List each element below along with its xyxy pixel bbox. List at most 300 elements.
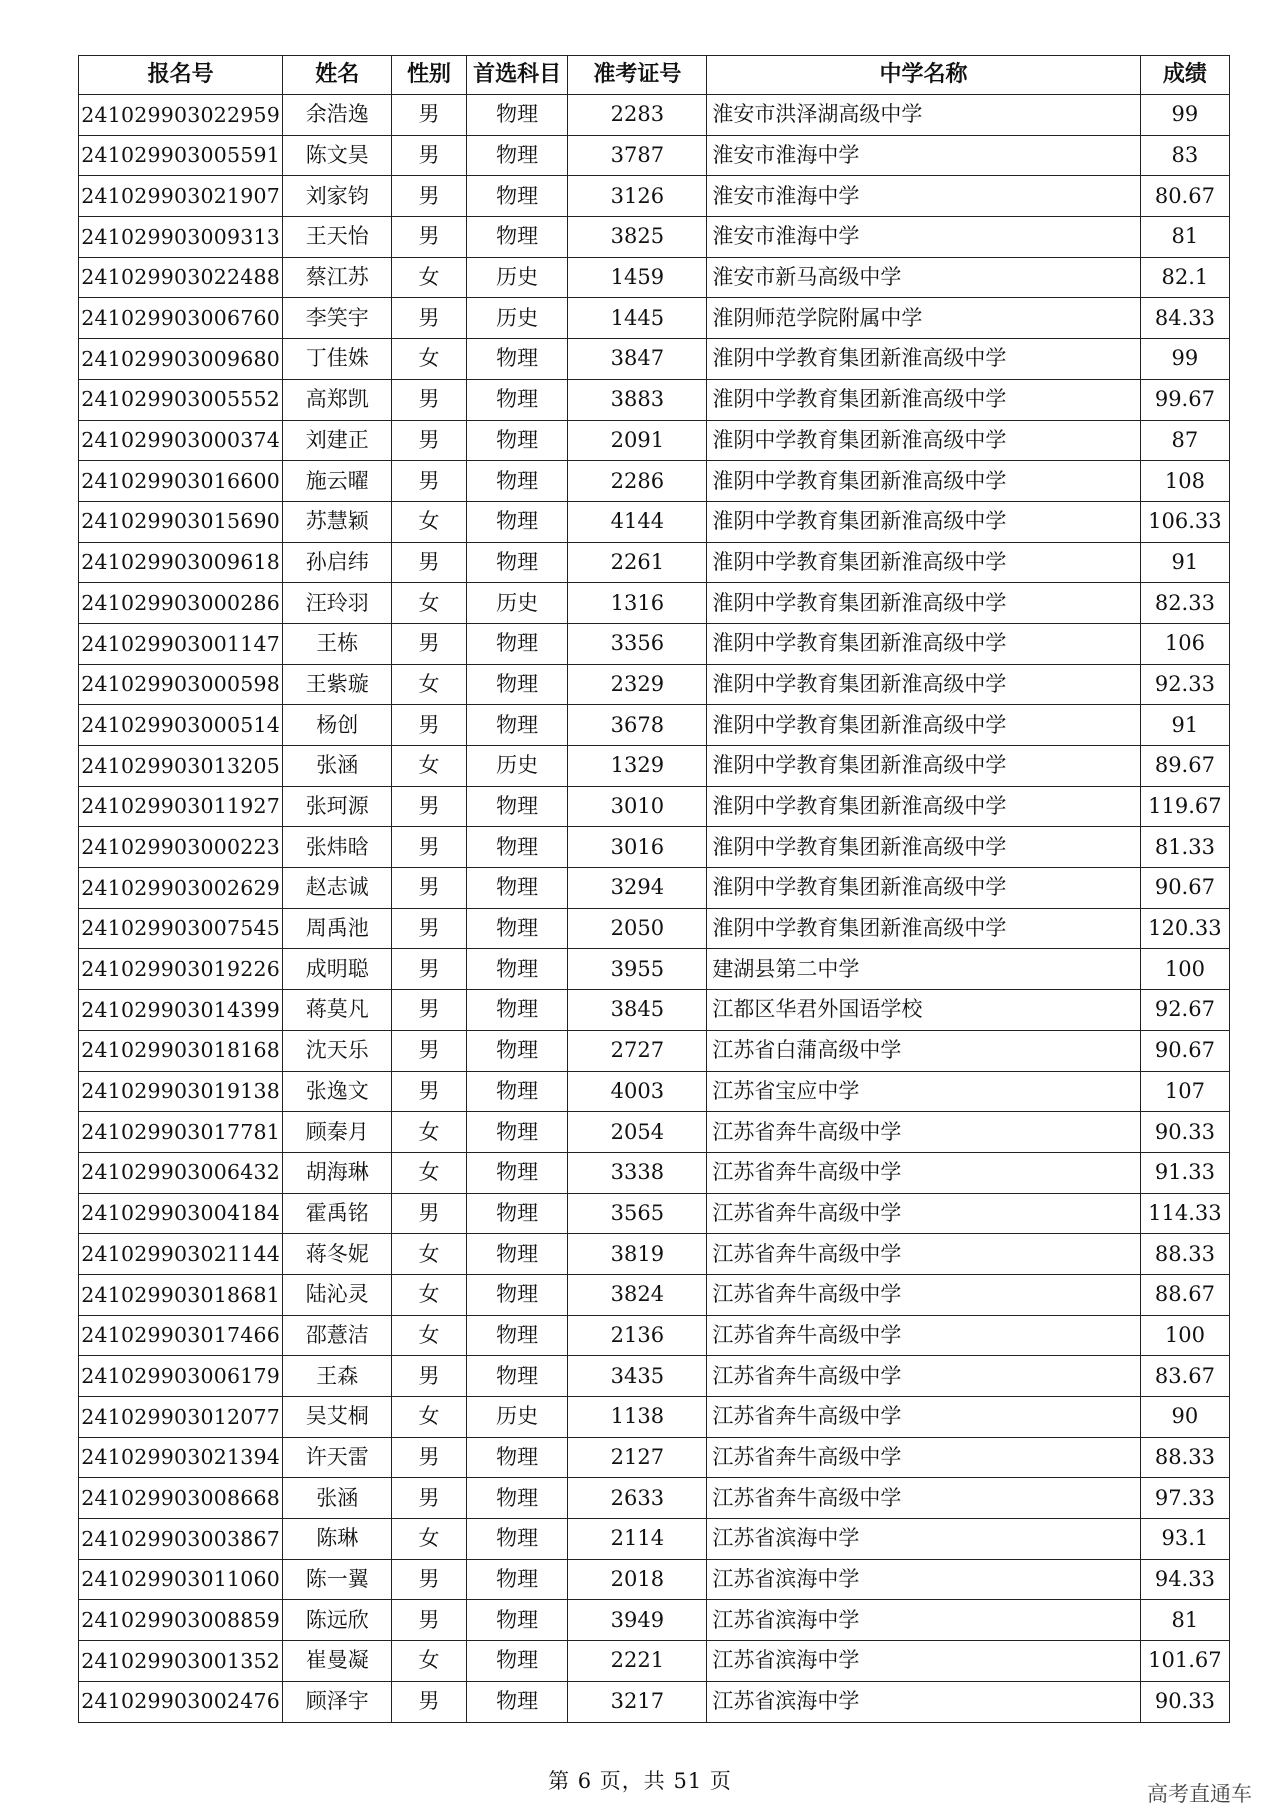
cell-school-name: 淮阴师范学院附属中学: [707, 298, 1140, 339]
cell-gender: 女: [392, 583, 467, 624]
cell-primary-subject: 物理: [466, 1112, 568, 1153]
table-row: [79, 420, 1230, 461]
cell-gender: 男: [392, 908, 467, 949]
cell-registration-no: 241029903001147: [79, 623, 283, 664]
cell-primary-subject: 物理: [466, 542, 568, 583]
cell-registration-no: 241029903000374: [79, 420, 283, 461]
cell-score: 80.67: [1140, 176, 1229, 217]
cell-name: 王天怡: [283, 217, 392, 258]
cell-registration-no: 241029903022488: [79, 257, 283, 298]
cell-name: 王栋: [283, 623, 392, 664]
cell-registration-no: 241029903000514: [79, 705, 283, 746]
cell-school-name: 江苏省滨海中学: [707, 1559, 1140, 1600]
cell-primary-subject: 物理: [466, 217, 568, 258]
cell-score: 106: [1140, 623, 1229, 664]
cell-registration-no: 241029903006760: [79, 298, 283, 339]
cell-exam-ticket-no: 3787: [568, 135, 707, 176]
cell-exam-ticket-no: 3883: [568, 379, 707, 420]
table-row: [79, 1641, 1230, 1682]
cell-exam-ticket-no: 3824: [568, 1274, 707, 1315]
cell-school-name: 江苏省奔牛高级中学: [707, 1152, 1140, 1193]
cell-gender: 男: [392, 298, 467, 339]
cell-registration-no: 241029903008859: [79, 1600, 283, 1641]
cell-school-name: 江苏省奔牛高级中学: [707, 1193, 1140, 1234]
cell-gender: 男: [392, 868, 467, 909]
cell-registration-no: 241029903015690: [79, 501, 283, 542]
cell-primary-subject: 物理: [466, 1234, 568, 1275]
cell-gender: 男: [392, 1478, 467, 1519]
cell-registration-no: 241029903007545: [79, 908, 283, 949]
cell-name: 顾秦月: [283, 1112, 392, 1153]
cell-exam-ticket-no: 3819: [568, 1234, 707, 1275]
cell-registration-no: 241029903018681: [79, 1274, 283, 1315]
cell-primary-subject: 物理: [466, 827, 568, 868]
cell-registration-no: 241029903018168: [79, 1030, 283, 1071]
cell-school-name: 淮阴中学教育集团新淮高级中学: [707, 501, 1140, 542]
cell-score: 89.67: [1140, 746, 1229, 787]
cell-name: 陈一翼: [283, 1559, 392, 1600]
cell-score: 90.33: [1140, 1681, 1229, 1722]
table-row: [79, 95, 1230, 136]
cell-exam-ticket-no: 1138: [568, 1397, 707, 1438]
cell-primary-subject: 物理: [466, 1437, 568, 1478]
cell-registration-no: 241029903009313: [79, 217, 283, 258]
table-row: [79, 461, 1230, 502]
table-row: [79, 339, 1230, 380]
table-row: [79, 1234, 1230, 1275]
cell-gender: 男: [392, 461, 467, 502]
cell-primary-subject: 物理: [466, 1315, 568, 1356]
table-row: [79, 1356, 1230, 1397]
table-row: [79, 1274, 1230, 1315]
cell-gender: 女: [392, 1397, 467, 1438]
table-row: [79, 257, 1230, 298]
cell-exam-ticket-no: 3955: [568, 949, 707, 990]
cell-school-name: 江苏省滨海中学: [707, 1519, 1140, 1560]
table-row: [79, 949, 1230, 990]
cell-registration-no: 241029903005591: [79, 135, 283, 176]
cell-primary-subject: 物理: [466, 420, 568, 461]
cell-school-name: 江苏省滨海中学: [707, 1681, 1140, 1722]
cell-score: 91.33: [1140, 1152, 1229, 1193]
header-registration-no: 报名号: [79, 56, 283, 95]
cell-gender: 男: [392, 1600, 467, 1641]
cell-registration-no: 241029903011060: [79, 1559, 283, 1600]
cell-score: 94.33: [1140, 1559, 1229, 1600]
cell-registration-no: 241029903013205: [79, 746, 283, 787]
cell-gender: 男: [392, 949, 467, 990]
table-row: [79, 542, 1230, 583]
cell-school-name: 淮安市淮海中学: [707, 135, 1140, 176]
table-row: [79, 1519, 1230, 1560]
cell-score: 100: [1140, 949, 1229, 990]
cell-exam-ticket-no: 3847: [568, 339, 707, 380]
cell-exam-ticket-no: 2050: [568, 908, 707, 949]
cell-exam-ticket-no: 2261: [568, 542, 707, 583]
cell-name: 刘家钧: [283, 176, 392, 217]
cell-exam-ticket-no: 2114: [568, 1519, 707, 1560]
cell-score: 99: [1140, 95, 1229, 136]
watermark-text: 高考直通车: [1147, 1782, 1252, 1806]
cell-gender: 男: [392, 1356, 467, 1397]
table-row: [79, 1112, 1230, 1153]
cell-exam-ticket-no: 3016: [568, 827, 707, 868]
cell-registration-no: 241029903006179: [79, 1356, 283, 1397]
table-row: [79, 1478, 1230, 1519]
cell-registration-no: 241029903002476: [79, 1681, 283, 1722]
cell-primary-subject: 历史: [466, 257, 568, 298]
cell-gender: 男: [392, 1071, 467, 1112]
cell-name: 施云曜: [283, 461, 392, 502]
cell-gender: 男: [392, 827, 467, 868]
cell-name: 沈天乐: [283, 1030, 392, 1071]
cell-exam-ticket-no: 2283: [568, 95, 707, 136]
cell-school-name: 淮安市淮海中学: [707, 176, 1140, 217]
cell-exam-ticket-no: 3338: [568, 1152, 707, 1193]
cell-primary-subject: 历史: [466, 298, 568, 339]
cell-registration-no: 241029903022959: [79, 95, 283, 136]
table-row: [79, 1071, 1230, 1112]
cell-exam-ticket-no: 2286: [568, 461, 707, 502]
cell-exam-ticket-no: 3435: [568, 1356, 707, 1397]
cell-primary-subject: 物理: [466, 461, 568, 502]
cell-school-name: 淮阴中学教育集团新淮高级中学: [707, 868, 1140, 909]
cell-gender: 男: [392, 623, 467, 664]
table-row: [79, 664, 1230, 705]
cell-name: 汪玲羽: [283, 583, 392, 624]
cell-school-name: 江苏省滨海中学: [707, 1600, 1140, 1641]
cell-registration-no: 241029903021907: [79, 176, 283, 217]
cell-gender: 男: [392, 542, 467, 583]
cell-gender: 女: [392, 1234, 467, 1275]
cell-primary-subject: 物理: [466, 1519, 568, 1560]
cell-registration-no: 241029903005552: [79, 379, 283, 420]
cell-score: 106.33: [1140, 501, 1229, 542]
cell-gender: 女: [392, 1641, 467, 1682]
cell-gender: 男: [392, 176, 467, 217]
cell-name: 吴艾桐: [283, 1397, 392, 1438]
table-row: [79, 908, 1230, 949]
table-row: [79, 1437, 1230, 1478]
cell-registration-no: 241029903002629: [79, 868, 283, 909]
cell-school-name: 淮阴中学教育集团新淮高级中学: [707, 461, 1140, 502]
cell-registration-no: 241029903000598: [79, 664, 283, 705]
cell-score: 82.1: [1140, 257, 1229, 298]
cell-registration-no: 241029903001352: [79, 1641, 283, 1682]
cell-primary-subject: 物理: [466, 1193, 568, 1234]
cell-exam-ticket-no: 2727: [568, 1030, 707, 1071]
cell-exam-ticket-no: 3294: [568, 868, 707, 909]
cell-score: 99.67: [1140, 379, 1229, 420]
header-name: 姓名: [283, 56, 392, 95]
cell-school-name: 江苏省奔牛高级中学: [707, 1356, 1140, 1397]
cell-primary-subject: 物理: [466, 949, 568, 990]
cell-score: 90.67: [1140, 868, 1229, 909]
cell-score: 120.33: [1140, 908, 1229, 949]
cell-name: 周禹池: [283, 908, 392, 949]
cell-exam-ticket-no: 3010: [568, 786, 707, 827]
cell-exam-ticket-no: 2633: [568, 1478, 707, 1519]
cell-exam-ticket-no: 3126: [568, 176, 707, 217]
table-row: [79, 501, 1230, 542]
cell-primary-subject: 物理: [466, 623, 568, 664]
cell-school-name: 淮阴中学教育集团新淮高级中学: [707, 664, 1140, 705]
cell-registration-no: 241029903006432: [79, 1152, 283, 1193]
cell-registration-no: 241029903004184: [79, 1193, 283, 1234]
cell-name: 李笑宇: [283, 298, 392, 339]
cell-primary-subject: 物理: [466, 705, 568, 746]
cell-name: 邵薏洁: [283, 1315, 392, 1356]
cell-gender: 男: [392, 1681, 467, 1722]
cell-score: 107: [1140, 1071, 1229, 1112]
cell-exam-ticket-no: 3825: [568, 217, 707, 258]
cell-registration-no: 241029903000223: [79, 827, 283, 868]
cell-exam-ticket-no: 2136: [568, 1315, 707, 1356]
cell-exam-ticket-no: 2127: [568, 1437, 707, 1478]
cell-score: 92.33: [1140, 664, 1229, 705]
cell-exam-ticket-no: 2221: [568, 1641, 707, 1682]
cell-gender: 男: [392, 1193, 467, 1234]
table-row: [79, 827, 1230, 868]
cell-school-name: 江苏省宝应中学: [707, 1071, 1140, 1112]
cell-name: 张涵: [283, 1478, 392, 1519]
header-exam-ticket-no: 准考证号: [568, 56, 707, 95]
cell-primary-subject: 物理: [466, 1559, 568, 1600]
page-number: 第 6 页，共 51 页: [548, 1769, 732, 1793]
cell-name: 张炜晗: [283, 827, 392, 868]
cell-score: 81: [1140, 217, 1229, 258]
cell-registration-no: 241029903000286: [79, 583, 283, 624]
cell-score: 90.33: [1140, 1112, 1229, 1153]
cell-name: 霍禹铭: [283, 1193, 392, 1234]
cell-primary-subject: 物理: [466, 135, 568, 176]
cell-gender: 女: [392, 1315, 467, 1356]
cell-school-name: 江苏省滨海中学: [707, 1641, 1140, 1682]
cell-name: 苏慧颖: [283, 501, 392, 542]
cell-school-name: 江都区华君外国语学校: [707, 990, 1140, 1031]
cell-school-name: 淮阴中学教育集团新淮高级中学: [707, 786, 1140, 827]
cell-school-name: 淮阴中学教育集团新淮高级中学: [707, 623, 1140, 664]
cell-school-name: 江苏省奔牛高级中学: [707, 1315, 1140, 1356]
cell-exam-ticket-no: 3217: [568, 1681, 707, 1722]
header-gender: 性别: [392, 56, 467, 95]
cell-school-name: 江苏省奔牛高级中学: [707, 1274, 1140, 1315]
cell-registration-no: 241029903003867: [79, 1519, 283, 1560]
cell-primary-subject: 物理: [466, 664, 568, 705]
cell-gender: 男: [392, 135, 467, 176]
cell-registration-no: 241029903021394: [79, 1437, 283, 1478]
cell-registration-no: 241029903014399: [79, 990, 283, 1031]
cell-exam-ticket-no: 4003: [568, 1071, 707, 1112]
cell-name: 陈远欣: [283, 1600, 392, 1641]
table-row: [79, 623, 1230, 664]
cell-score: 114.33: [1140, 1193, 1229, 1234]
cell-name: 许天雷: [283, 1437, 392, 1478]
cell-school-name: 江苏省奔牛高级中学: [707, 1397, 1140, 1438]
cell-score: 88.67: [1140, 1274, 1229, 1315]
cell-score: 99: [1140, 339, 1229, 380]
cell-gender: 男: [392, 786, 467, 827]
cell-primary-subject: 物理: [466, 1641, 568, 1682]
cell-registration-no: 241029903009618: [79, 542, 283, 583]
cell-registration-no: 241029903017466: [79, 1315, 283, 1356]
header-row: [79, 56, 1230, 95]
cell-exam-ticket-no: 3356: [568, 623, 707, 664]
cell-name: 孙启纬: [283, 542, 392, 583]
cell-name: 张涵: [283, 746, 392, 787]
cell-school-name: 建湖县第二中学: [707, 949, 1140, 990]
cell-score: 97.33: [1140, 1478, 1229, 1519]
table-row: [79, 135, 1230, 176]
table-row: [79, 1152, 1230, 1193]
cell-exam-ticket-no: 1329: [568, 746, 707, 787]
cell-school-name: 江苏省白蒲高级中学: [707, 1030, 1140, 1071]
cell-primary-subject: 历史: [466, 583, 568, 624]
cell-school-name: 淮安市新马高级中学: [707, 257, 1140, 298]
cell-name: 顾泽宇: [283, 1681, 392, 1722]
cell-primary-subject: 物理: [466, 1600, 568, 1641]
cell-name: 王森: [283, 1356, 392, 1397]
table-row: [79, 1559, 1230, 1600]
cell-name: 赵志诚: [283, 868, 392, 909]
table-row: [79, 868, 1230, 909]
cell-school-name: 江苏省奔牛高级中学: [707, 1437, 1140, 1478]
cell-gender: 女: [392, 1152, 467, 1193]
cell-primary-subject: 物理: [466, 501, 568, 542]
cell-registration-no: 241029903011927: [79, 786, 283, 827]
table-row: [79, 583, 1230, 624]
cell-name: 蔡江苏: [283, 257, 392, 298]
cell-primary-subject: 物理: [466, 990, 568, 1031]
cell-school-name: 江苏省奔牛高级中学: [707, 1478, 1140, 1519]
table-body: [79, 95, 1230, 1723]
cell-score: 83: [1140, 135, 1229, 176]
cell-name: 成明聪: [283, 949, 392, 990]
cell-score: 100: [1140, 1315, 1229, 1356]
cell-exam-ticket-no: 2329: [568, 664, 707, 705]
cell-exam-ticket-no: 1445: [568, 298, 707, 339]
cell-gender: 男: [392, 990, 467, 1031]
cell-gender: 男: [392, 1030, 467, 1071]
cell-exam-ticket-no: 3845: [568, 990, 707, 1031]
cell-school-name: 淮阴中学教育集团新淮高级中学: [707, 705, 1140, 746]
table-row: [79, 746, 1230, 787]
cell-name: 余浩逸: [283, 95, 392, 136]
cell-score: 81: [1140, 1600, 1229, 1641]
cell-name: 刘建正: [283, 420, 392, 461]
cell-gender: 女: [392, 664, 467, 705]
table-row: [79, 1681, 1230, 1722]
cell-primary-subject: 历史: [466, 1397, 568, 1438]
cell-primary-subject: 物理: [466, 1356, 568, 1397]
cell-school-name: 淮阴中学教育集团新淮高级中学: [707, 542, 1140, 583]
cell-score: 101.67: [1140, 1641, 1229, 1682]
cell-score: 91: [1140, 542, 1229, 583]
cell-name: 蒋莫凡: [283, 990, 392, 1031]
cell-exam-ticket-no: 1459: [568, 257, 707, 298]
cell-primary-subject: 物理: [466, 339, 568, 380]
cell-score: 84.33: [1140, 298, 1229, 339]
cell-gender: 男: [392, 705, 467, 746]
cell-school-name: 淮安市洪泽湖高级中学: [707, 95, 1140, 136]
cell-primary-subject: 物理: [466, 1071, 568, 1112]
cell-gender: 女: [392, 1519, 467, 1560]
cell-score: 81.33: [1140, 827, 1229, 868]
table-row: [79, 990, 1230, 1031]
cell-score: 92.67: [1140, 990, 1229, 1031]
header-score: 成绩: [1140, 56, 1229, 95]
cell-score: 91: [1140, 705, 1229, 746]
table-row: [79, 217, 1230, 258]
cell-name: 丁佳姝: [283, 339, 392, 380]
cell-primary-subject: 物理: [466, 1681, 568, 1722]
cell-gender: 女: [392, 746, 467, 787]
cell-primary-subject: 物理: [466, 786, 568, 827]
cell-exam-ticket-no: 1316: [568, 583, 707, 624]
cell-registration-no: 241029903009680: [79, 339, 283, 380]
cell-gender: 男: [392, 217, 467, 258]
table-row: [79, 1193, 1230, 1234]
cell-primary-subject: 物理: [466, 1152, 568, 1193]
results-table: [78, 55, 1230, 1723]
cell-gender: 男: [392, 420, 467, 461]
table-header: [79, 56, 1230, 95]
cell-exam-ticket-no: 2091: [568, 420, 707, 461]
cell-registration-no: 241029903016600: [79, 461, 283, 502]
cell-primary-subject: 物理: [466, 1030, 568, 1071]
cell-school-name: 淮阴中学教育集团新淮高级中学: [707, 746, 1140, 787]
cell-school-name: 淮阴中学教育集团新淮高级中学: [707, 420, 1140, 461]
cell-primary-subject: 物理: [466, 95, 568, 136]
table-row: [79, 786, 1230, 827]
cell-primary-subject: 物理: [466, 908, 568, 949]
cell-gender: 女: [392, 1112, 467, 1153]
cell-name: 陈文昊: [283, 135, 392, 176]
cell-name: 陆沁灵: [283, 1274, 392, 1315]
cell-exam-ticket-no: 3949: [568, 1600, 707, 1641]
cell-primary-subject: 历史: [466, 746, 568, 787]
cell-score: 88.33: [1140, 1234, 1229, 1275]
cell-registration-no: 241029903012077: [79, 1397, 283, 1438]
cell-gender: 女: [392, 257, 467, 298]
cell-registration-no: 241029903008668: [79, 1478, 283, 1519]
table-row: [79, 1315, 1230, 1356]
cell-name: 崔曼凝: [283, 1641, 392, 1682]
cell-score: 88.33: [1140, 1437, 1229, 1478]
cell-score: 83.67: [1140, 1356, 1229, 1397]
cell-primary-subject: 物理: [466, 379, 568, 420]
cell-school-name: 淮安市淮海中学: [707, 217, 1140, 258]
cell-score: 90: [1140, 1397, 1229, 1438]
table-row: [79, 1030, 1230, 1071]
cell-gender: 女: [392, 1274, 467, 1315]
cell-exam-ticket-no: 3678: [568, 705, 707, 746]
cell-gender: 女: [392, 339, 467, 380]
cell-exam-ticket-no: 3565: [568, 1193, 707, 1234]
cell-school-name: 淮阴中学教育集团新淮高级中学: [707, 827, 1140, 868]
cell-exam-ticket-no: 4144: [568, 501, 707, 542]
cell-name: 杨创: [283, 705, 392, 746]
cell-school-name: 江苏省奔牛高级中学: [707, 1234, 1140, 1275]
cell-exam-ticket-no: 2054: [568, 1112, 707, 1153]
table-row: [79, 1397, 1230, 1438]
cell-primary-subject: 物理: [466, 1274, 568, 1315]
cell-score: 82.33: [1140, 583, 1229, 624]
header-primary-subject: 首选科目: [466, 56, 568, 95]
cell-gender: 男: [392, 1559, 467, 1600]
cell-primary-subject: 物理: [466, 176, 568, 217]
cell-score: 90.67: [1140, 1030, 1229, 1071]
